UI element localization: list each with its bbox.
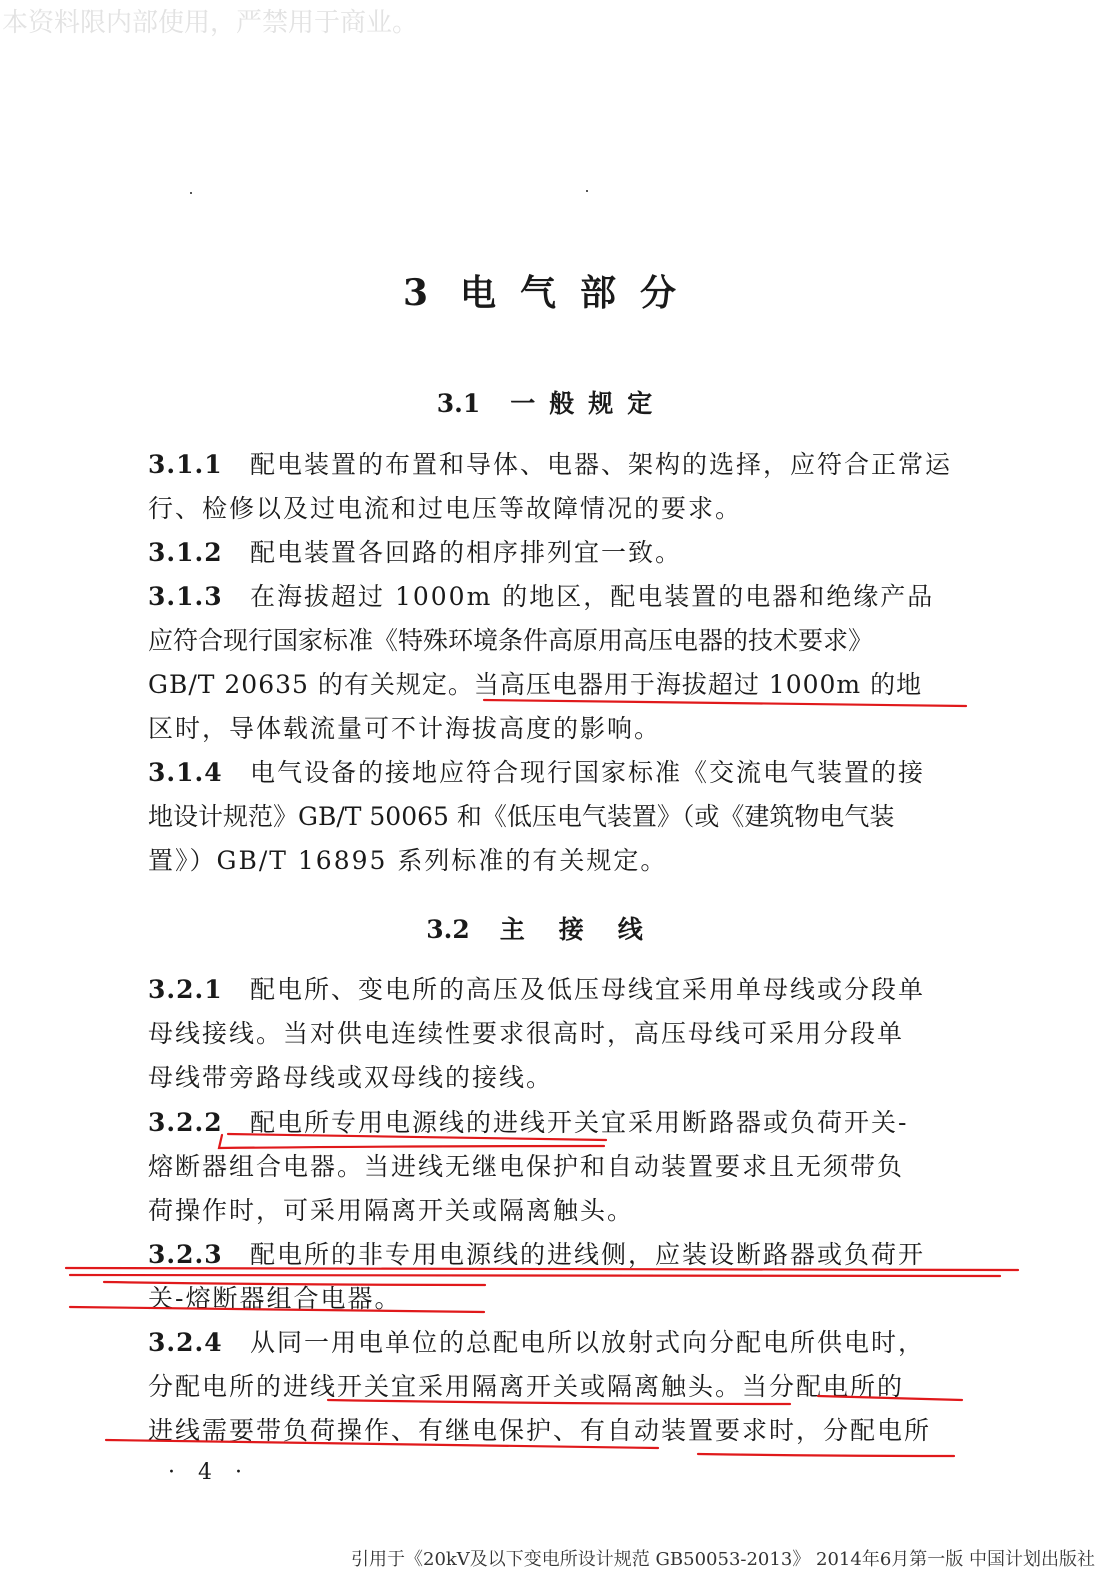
clause-3-1-3-line3: GB/T 20635 的有关规定。当高压电器用于海拔超过 1000m 的地 [148, 670, 923, 699]
section-name: 主接线 [499, 915, 677, 944]
page-number: · 4 · [168, 1460, 250, 1485]
underline-3-2-3-b [70, 1275, 1000, 1276]
clause-3-1-1-line1: 3.1.1 配电装置的布置和导体、电器、架构的选择，应符合正常运 [148, 450, 953, 479]
clause-3-1-3-line2: 应符合现行国家标准《特殊环境条件高原用高压电器的技术要求》 [148, 626, 874, 655]
clause-3-1-1-line2: 行、检修以及过电流和过电压等故障情况的要求。 [148, 494, 743, 523]
clause-3-1-3-line4: 区时，导体载流量可不计海拔高度的影响。 [148, 714, 662, 743]
clause-3-1-4-line3: 置》）GB/T 16895 系列标准的有关规定。 [148, 846, 668, 875]
watermark: 本资料限内部使用，严禁用于商业。 [2, 8, 419, 38]
clause-3-1-4-line2: 地设计规范》GB/T 50065 和《低压电气装置》（或《建筑物电气装 [148, 802, 895, 831]
underline-3-1-3 [484, 700, 966, 706]
citation-footer: 引用于《20kV及以下变电所设计规范 GB50053-2013》 2014年6月第一版 中国计划出版社 [351, 1549, 1095, 1570]
clause-3-2-4-line2: 分配电所的进线开关宜采用隔离开关或隔离触头。当分配电所的 [148, 1372, 905, 1401]
clause-3-2-1-line2: 母线接线。当对供电连续性要求很高时，高压母线可采用分段单 [148, 1019, 905, 1048]
scan-speck [190, 192, 192, 194]
clause-number: 3.1.4 [148, 758, 223, 787]
chapter-name: 电气部分 [460, 272, 701, 314]
clause-3-1-3-line1: 3.1.3 在海拔超过 1000m 的地区，配电装置的电器和绝缘产品 [148, 582, 935, 611]
section-title-3-2 [0, 910, 1103, 946]
clause-3-2-2-line2: 熔断器组合电器。当进线无继电保护和自动装置要求且无须带负 [148, 1152, 905, 1181]
clause-3-2-1-line3: 母线带旁路母线或双母线的接线。 [148, 1063, 554, 1092]
clause-3-2-3-line2: 关-熔断器组合电器。 [148, 1284, 402, 1313]
clause-number: 3.1.1 [148, 450, 223, 479]
clause-number: 3.1.2 [148, 538, 223, 567]
clause-number: 3.2.1 [148, 975, 223, 1004]
section-name: 一般规定 [510, 389, 667, 418]
underline-3-2-4-d [698, 1454, 954, 1456]
clause-number: 3.2.2 [148, 1108, 223, 1137]
chapter-number: 3 [402, 272, 429, 314]
clause-number: 3.2.3 [148, 1240, 223, 1269]
chapter-title [0, 265, 1103, 316]
clause-3-2-2-line3: 荷操作时，可采用隔离开关或隔离触头。 [148, 1196, 635, 1225]
clause-3-2-2-line1: 3.2.2 配电所专用电源线的进线开关宜采用断路器或负荷开关- [148, 1108, 909, 1137]
clause-3-2-1-line1: 3.2.1 配电所、变电所的高压及低压母线宜采用单母线或分段单 [148, 975, 926, 1004]
section-number: 3.2 [426, 915, 470, 944]
clause-3-1-2-line1: 3.1.2 配电装置各回路的相序排列宜一致。 [148, 538, 683, 567]
clause-3-2-3-line1: 3.2.3 配电所的非专用电源线的进线侧，应装设断路器或负荷开 [148, 1240, 926, 1269]
clause-3-2-4-line1: 3.2.4 从同一用电单位的总配电所以放射式向分配电所供电时， [148, 1328, 926, 1357]
clause-3-1-4-line1: 3.1.4 电气设备的接地应符合现行国家标准《交流电气装置的接 [148, 758, 926, 787]
section-title-3-1 [0, 384, 1103, 420]
section-number: 3.1 [436, 389, 481, 418]
clause-3-2-4-line3: 进线需要带负荷操作、有继电保护、有自动装置要求时，分配电所 [148, 1416, 932, 1445]
clause-number: 3.1.3 [148, 582, 223, 611]
clause-number: 3.2.4 [148, 1328, 223, 1357]
scan-speck [586, 190, 588, 192]
